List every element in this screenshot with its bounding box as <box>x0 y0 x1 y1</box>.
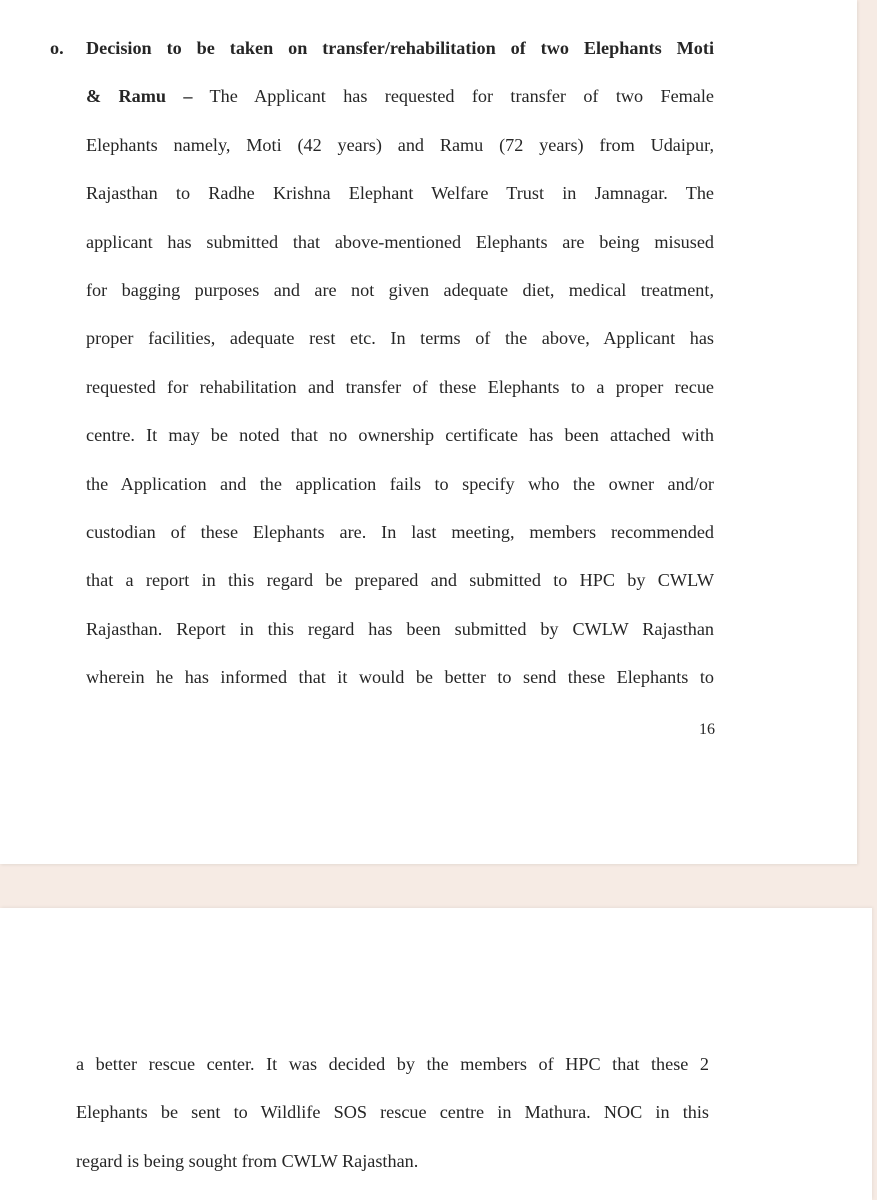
paragraph-line: regard is being sought from CWLW Rajasthan. <box>76 1150 419 1171</box>
paragraph-line-text: The Applicant has requested for transfer of two Female <box>192 86 714 107</box>
paragraph-line: Rajasthan. Report in this regard has been submitted by CWLW Rajasthan <box>86 618 714 639</box>
continuation-paragraph <box>76 1040 709 1185</box>
heading-line-1: Decision to be taken on transfer/rehabilitation of two Elephants Moti <box>86 38 714 58</box>
paragraph-line: Elephants be sent to Wildlife SOS rescue centre in Mathura. NOC in this <box>76 1102 709 1123</box>
paragraph-line: wherein he has informed that it would be better to send these Elephants to <box>86 667 714 688</box>
paragraph-line: for bagging purposes and are not given adequate diet, medical treatment, <box>86 279 714 300</box>
agenda-item-paragraph <box>86 24 714 701</box>
paragraph-line: centre. It may be noted that no ownership certificate has been attached with <box>86 425 714 446</box>
paragraph-line: Elephants namely, Moti (42 years) and Ramu (72 years) from Udaipur, <box>86 134 714 155</box>
paragraph-line <box>86 72 714 120</box>
paragraph-line: that a report in this regard be prepared and submitted to HPC by CWLW <box>86 570 714 591</box>
paragraph-line: a better rescue center. It was decided by the members of HPC that these 2 <box>76 1054 709 1074</box>
item-marker: o. <box>50 38 64 58</box>
paragraph-line: applicant has submitted that above-mentioned Elephants are being misused <box>86 231 714 252</box>
paragraph-line: requested for rehabilitation and transfer of these Elephants to a proper recue <box>86 376 714 397</box>
page-number: 16 <box>699 721 715 738</box>
paragraph-line: custodian of these Elephants are. In last meeting, members recommended <box>86 521 714 542</box>
heading-line-2: & Ramu – <box>86 86 193 107</box>
paragraph-line: Rajasthan to Radhe Krishna Elephant Welfare Trust in Jamnagar. The <box>86 183 714 204</box>
paragraph-line: the Application and the application fails to specify who the owner and/or <box>86 473 714 494</box>
paragraph-line: proper facilities, adequate rest etc. In terms of the above, Applicant has <box>86 328 714 349</box>
